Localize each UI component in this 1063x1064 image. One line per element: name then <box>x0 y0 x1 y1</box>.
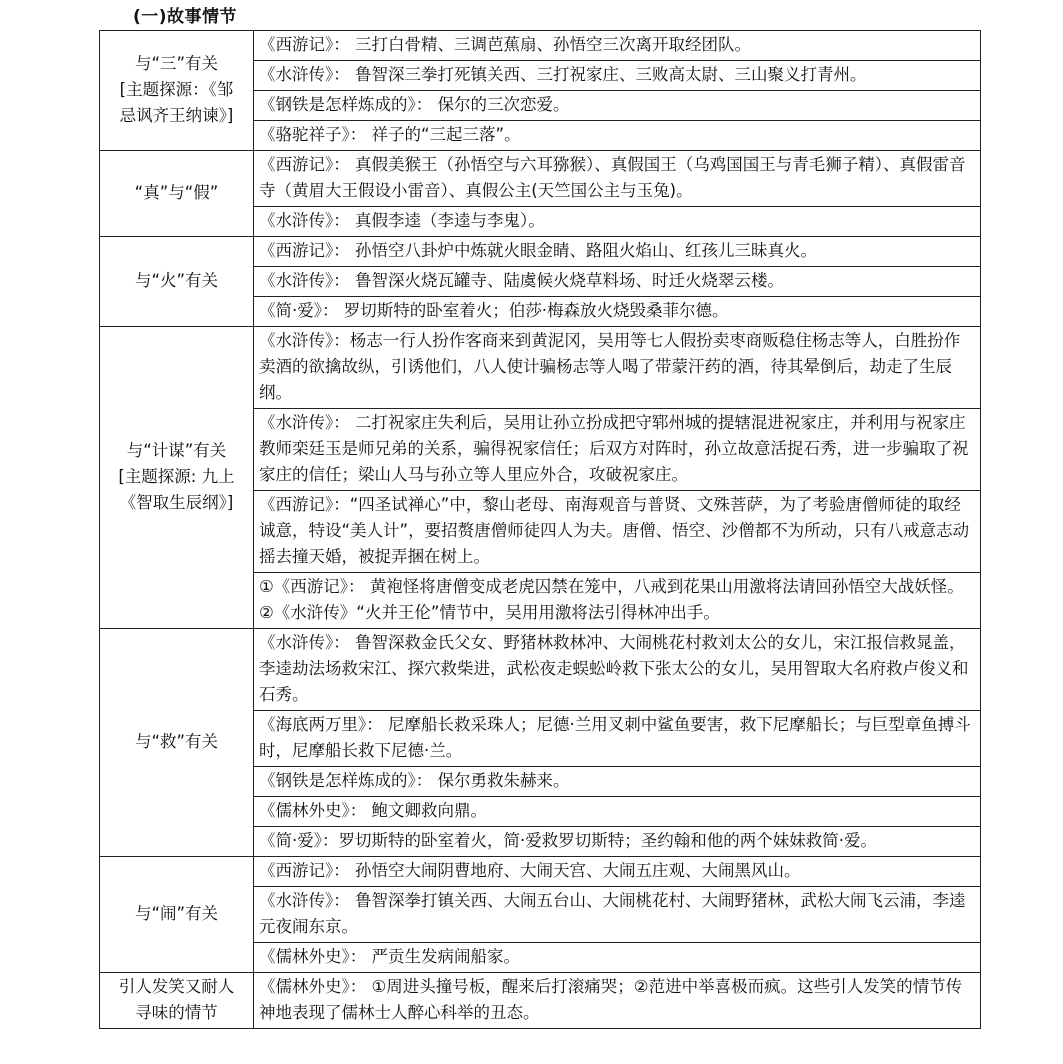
category-cell <box>100 973 254 1029</box>
category-label: 与“火”有关 <box>134 271 219 290</box>
category-label: [主题探源: 九上 <box>118 467 235 486</box>
category-label: 忌讽齐王纳谏》] <box>119 106 234 125</box>
plot-entry: 《西游记》：“四圣试禅心”中，黎山老母、南海观音与普贤、文殊菩萨，为了考验唐僧师徒的取经诚意，特设“美人计”，要招赘唐僧师徒四人为夫。唐僧、悟空、沙僧都不为所动，只有八戒意志动摇去撞天婚，被捉弄捆在树上。 <box>254 491 981 573</box>
category-cell <box>100 151 254 237</box>
category-cell <box>100 237 254 327</box>
plot-entry: 《儒林外史》： 鲍文卿救向鼎。 <box>254 797 981 827</box>
table-row <box>100 151 981 207</box>
category-label: 与“闹”有关 <box>134 904 219 923</box>
table-row <box>100 237 981 267</box>
plot-entry: 《水浒传》： 鲁智深拳打镇关西、大闹五台山、大闹桃花村、大闹野猪林，武松大闹飞云浦，李逵元夜闹东京。 <box>254 887 981 943</box>
section-title: (一)故事情节 <box>133 7 238 27</box>
plot-entry: 《简·爱》： 罗切斯特的卧室着火；伯莎·梅森放火烧毁桑菲尔德。 <box>254 297 981 327</box>
category-cell <box>100 327 254 629</box>
table-row <box>100 857 981 887</box>
category-label: 《智取生辰纲》] <box>119 493 234 512</box>
plot-entry: 《西游记》： 孙悟空大闹阴曹地府、大闹天宫、大闹五庄观、大闹黑风山。 <box>254 857 981 887</box>
plot-entry: 《水浒传》： 二打祝家庄失利后，吴用让孙立扮成把守郓州城的提辖混进祝家庄，并利用与祝家庄教师栾廷玉是师兄弟的关系，骗得祝家信任；后双方对阵时，孙立故意活捉石秀，进一步骗取了祝家庄的信任；梁山人马与孙立等人里应外合，攻破祝家庄。 <box>254 409 981 491</box>
category-label: 引人发笑又耐人 <box>118 977 235 996</box>
plot-entry: 《西游记》： 三打白骨精、三调芭蕉扇、孙悟空三次离开取经团队。 <box>254 31 981 61</box>
category-label: 与“计谋”有关 <box>126 441 227 460</box>
table-row <box>100 629 981 711</box>
plot-entry: 《儒林外史》： 严贡生发病闹船家。 <box>254 943 981 973</box>
plot-entry: 《西游记》： 孙悟空八卦炉中炼就火眼金睛、路阻火焰山、红孩儿三昧真火。 <box>254 237 981 267</box>
plot-entry: 《水浒传》： 真假李逵（李逵与李鬼）。 <box>254 207 981 237</box>
plot-entry: 《海底两万里》： 尼摩船长救采珠人；尼德·兰用叉刺中鲨鱼要害，救下尼摩船长；与巨型章鱼搏斗时，尼摩船长救下尼德·兰。 <box>254 711 981 767</box>
category-label: 与“三”有关 <box>134 54 219 73</box>
plot-table <box>99 30 981 1029</box>
category-label: “真”与“假” <box>134 183 219 202</box>
table-row <box>100 973 981 1029</box>
plot-entry: ①《西游记》： 黄袍怪将唐僧变成老虎囚禁在笼中，八戒到花果山用激将法请回孙悟空大战妖怪。②《水浒传》“火并王伦”情节中，吴用用激将法引得林冲出手。 <box>254 573 981 629</box>
plot-entry: 《水浒传》： 鲁智深火烧瓦罐寺、陆虞候火烧草料场、时迁火烧翠云楼。 <box>254 267 981 297</box>
table-row <box>100 327 981 409</box>
plot-entry: 《儒林外史》： ①周进头撞号板，醒来后打滚痛哭；②范进中举喜极而疯。这些引人发笑的情节传神地表现了儒林士人醉心科举的丑态。 <box>254 973 981 1029</box>
plot-entry: 《水浒传》：杨志一行人扮作客商来到黄泥冈，吴用等七人假扮卖枣商贩稳住杨志等人，白胜扮作卖酒的欲擒故纵，引诱他们，八人使计骗杨志等人喝了带蒙汗药的酒，待其晕倒后，劫走了生辰纲。 <box>254 327 981 409</box>
category-label: 寻味的情节 <box>135 1003 218 1022</box>
table-row <box>100 31 981 61</box>
plot-entry: 《水浒传》： 鲁智深救金氏父女、野猪林救林冲、大闹桃花村救刘太公的女儿，宋江报信救晁盖，李逵劫法场救宋江、探穴救柴进，武松夜走蜈蚣岭救下张太公的女儿，吴用智取大名府救卢俊义和石秀。 <box>254 629 981 711</box>
plot-entry: 《简·爱》：罗切斯特的卧室着火，简·爱救罗切斯特；圣约翰和他的两个妹妹救简·爱。 <box>254 827 981 857</box>
category-cell <box>100 857 254 973</box>
plot-entry: 《西游记》： 真假美猴王（孙悟空与六耳猕猴）、真假国王（乌鸡国国王与青毛狮子精）、真假雷音寺（黄眉大王假设小雷音）、真假公主(天竺国公主与玉兔)。 <box>254 151 981 207</box>
plot-entry: 《钢铁是怎样炼成的》： 保尔勇救朱赫来。 <box>254 767 981 797</box>
plot-entry: 《钢铁是怎样炼成的》： 保尔的三次恋爱。 <box>254 91 981 121</box>
category-label: [主题探源：《邹 <box>119 80 234 99</box>
category-label: 与“救”有关 <box>134 732 219 751</box>
category-cell <box>100 31 254 151</box>
plot-entry: 《水浒传》： 鲁智深三拳打死镇关西、三打祝家庄、三败高太尉、三山聚义打青州。 <box>254 61 981 91</box>
plot-entry: 《骆驼祥子》： 祥子的“三起三落”。 <box>254 121 981 151</box>
category-cell <box>100 629 254 857</box>
